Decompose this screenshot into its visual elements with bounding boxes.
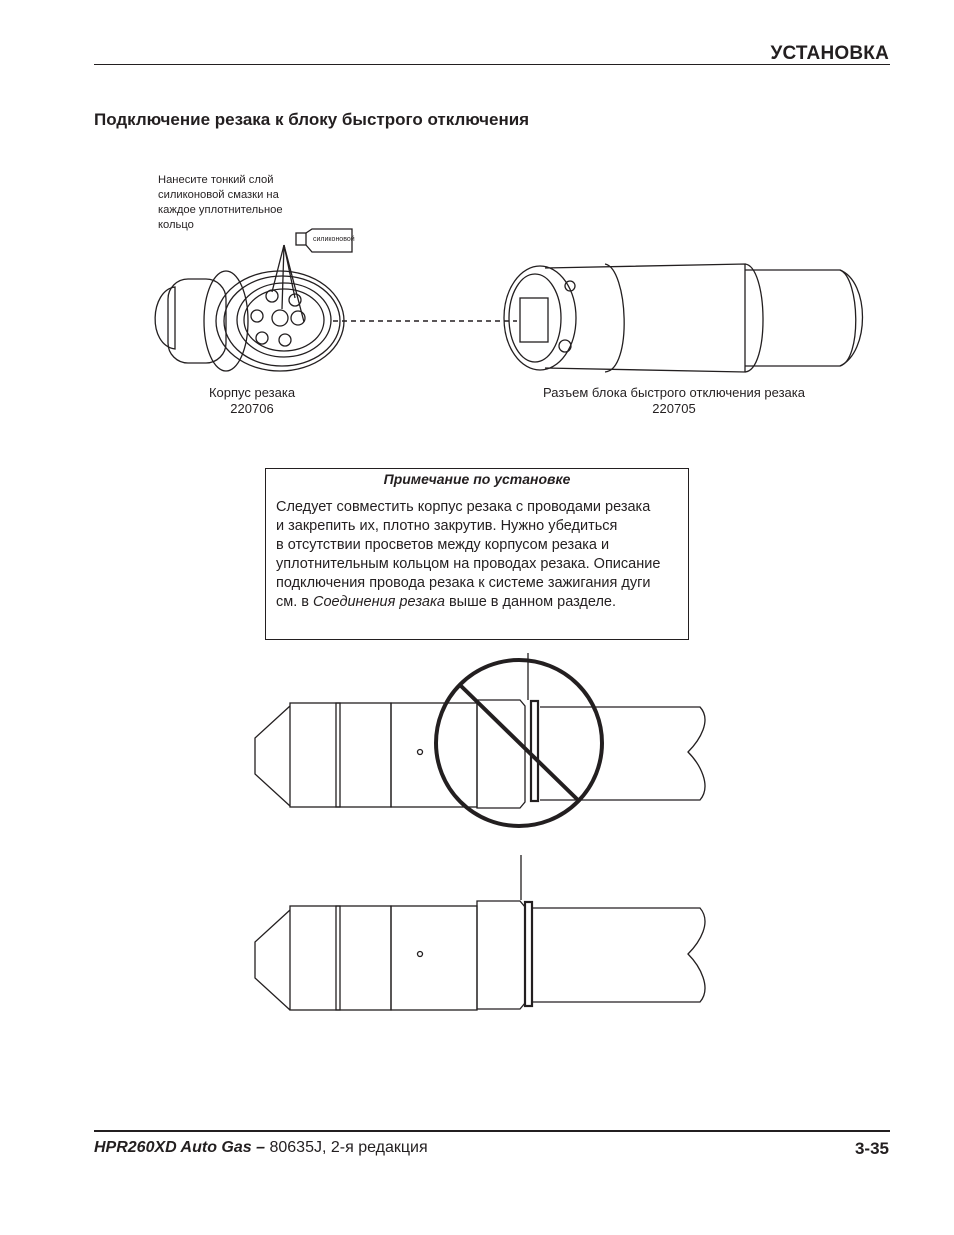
grease-note bbox=[158, 173, 283, 233]
note-line: и закрепить их, плотно закрутив. Нужно убедиться bbox=[276, 518, 618, 534]
torch-body-part-number: 220706 bbox=[230, 401, 274, 416]
cross-reference-link[interactable]: Соединения резака bbox=[313, 594, 445, 610]
footer-doc-number: 80635J, 2-я редакция bbox=[269, 1139, 428, 1156]
grease-note-line: кольцо bbox=[158, 219, 194, 231]
receptacle-caption bbox=[510, 385, 838, 417]
footer-page-number: 3-35 bbox=[854, 1139, 889, 1158]
note-title: Примечание по установке bbox=[383, 471, 571, 487]
grease-note-line: каждое уплотнительное bbox=[158, 204, 283, 216]
footer-rule bbox=[94, 1130, 890, 1132]
tube-label: силиконовой bbox=[313, 236, 355, 243]
header-section-title: УСТАНОВКА bbox=[770, 43, 889, 64]
note-line: Следует совместить корпус резака с проводами резака bbox=[276, 499, 651, 515]
section-title: Подключение резака к блоку быстрого отключения bbox=[94, 110, 530, 129]
note-line: подключения провода резака к системе зажигания дуги bbox=[276, 575, 651, 591]
correct-assembly-drawing bbox=[255, 855, 705, 1010]
note-body bbox=[276, 498, 680, 612]
receptacle-label: Разъем блока быстрого отключения резака bbox=[543, 385, 805, 400]
incorrect-assembly-drawing bbox=[255, 653, 705, 826]
footer-product: HPR260XD Auto Gas – bbox=[94, 1139, 266, 1156]
torch-body-caption bbox=[170, 385, 334, 417]
receptacle-part-number: 220705 bbox=[652, 401, 696, 416]
receptacle-drawing bbox=[504, 264, 863, 372]
note-line: уплотнительным кольцом на проводах резака. Описание bbox=[276, 556, 661, 572]
note-line: в отсутствии просветов между корпусом резака и bbox=[276, 537, 610, 553]
grease-note-line: силиконовой смазки на bbox=[158, 189, 279, 201]
installation-note-box bbox=[265, 468, 689, 640]
note-last-prefix: см. в bbox=[276, 594, 314, 610]
footer-doc-info bbox=[94, 1139, 428, 1157]
torch-body-drawing bbox=[155, 245, 344, 371]
torch-body-label: Корпус резака bbox=[208, 385, 296, 400]
note-line-last bbox=[276, 593, 680, 612]
note-last-suffix: выше в данном разделе. bbox=[444, 594, 617, 610]
grease-note-line: Нанесите тонкий слой bbox=[158, 174, 274, 186]
